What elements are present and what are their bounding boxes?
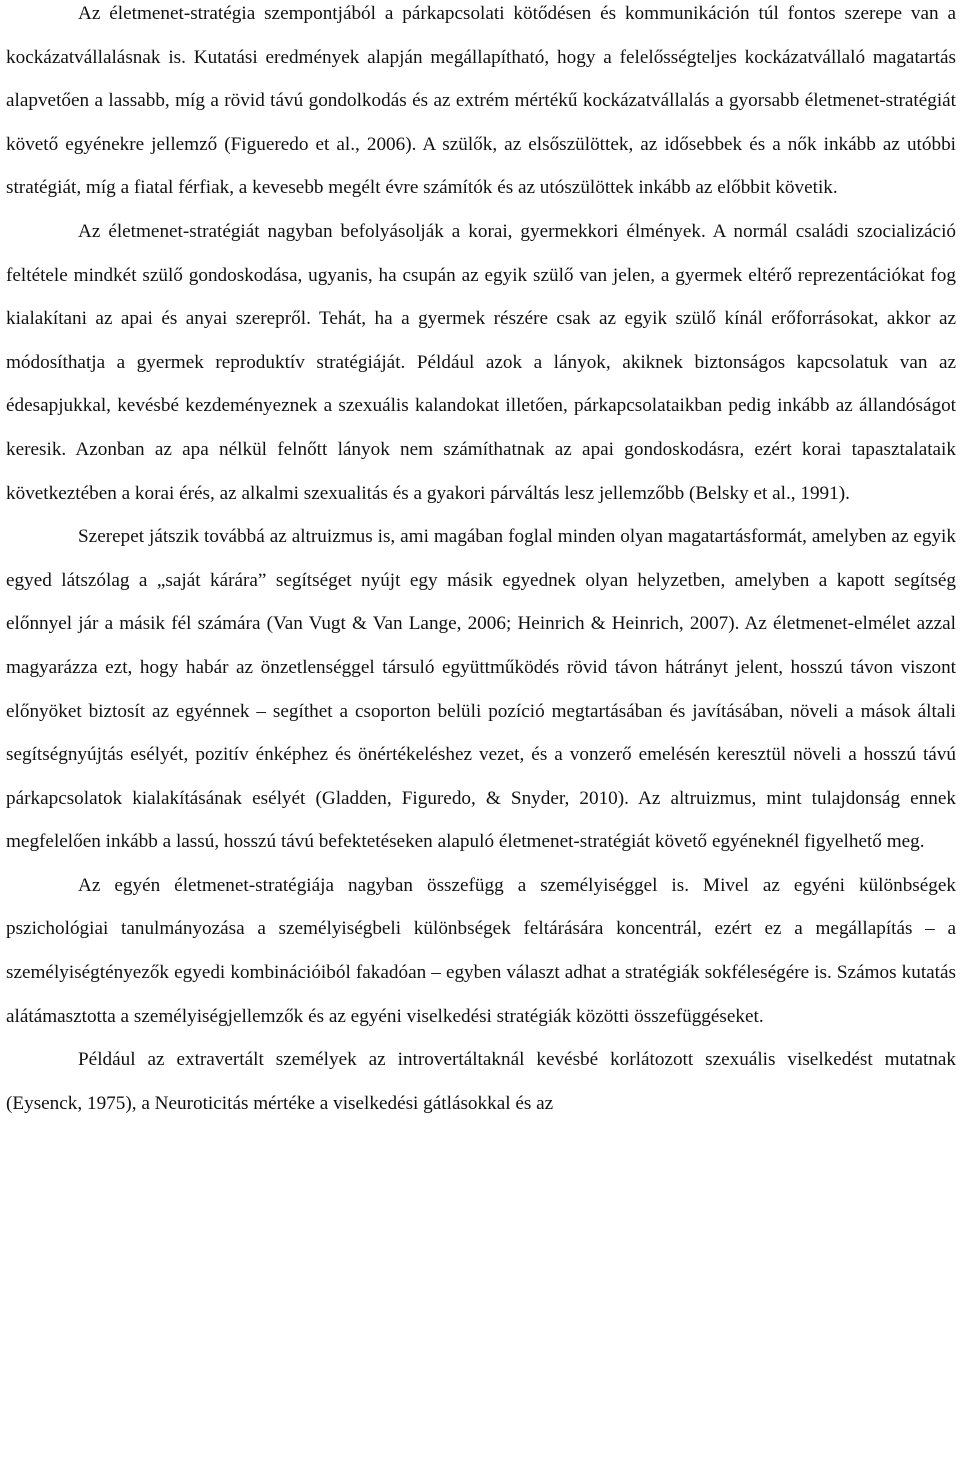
paragraph-personality: Az egyén életmenet-stratégiája nagyban összefügg a személyiséggel is. Mivel az egyéni különbségek pszichológiai tanulmányozása a személyiségbeli különbségek feltárására koncentrál, ezért ez a megállapítás – a személyiségtényezők egyedi kombinációiból fakadóan – egyben választ adhat a stratégiák sokféleségére is. Számos kutatás alátámasztotta a személyiségjellemzők és az egyéni viselkedési stratégiák közötti összefüggéseket. — [6, 874, 956, 1027]
paragraph-childhood-experiences: Az életmenet-stratégiát nagyban befolyásolják a korai, gyermekkori élmények. A normál családi szocializáció feltétele mindkét szülő gondoskodása, ugyanis, ha csupán az egyik szülő van jelen, a gyermek eltérő reprezentációkat fog kialakítani az apai és anyai szerepről. Tehát, ha a gyermek részére csak az egyik szülő kínál erőforrásokat, akkor az módosíthatja a gyermek reproduktív stratégiáját. Például azok a lányok, akiknek biztonságos kapcsolatuk van az édesapjukkal, kevésbé kezdeményeznek a szexuális kalandokat illetően, párkapcsolataikban pedig inkább az állandóságot keresik. Azonban az apa nélkül felnőtt lányok nem számíthatnak az apai gondoskodásra, ezért korai tapasztalataik következtében a korai érés, az alkalmi szexualitás és a gyakori párváltás lesz jellemzőbb (Belsky et al., 1991). — [6, 220, 956, 504]
paragraph-risk-taking: Az életmenet-stratégia szempontjából a párkapcsolati kötődésen és kommunikáción túl fontos szerepe van a kockázatvállalásnak is. Kutatási eredmények alapján megállapítható, hogy a felelősségteljes kockázatvállaló magatartás alapvetően a lassabb, míg a rövid távú gondolkodás és az extrém mértékű kockázatvállalás a gyorsabb életmenet-stratégiát követő egyénekre jellemző (Figueredo et al., 2006). A szülők, az elsőszülöttek, az idősebbek és a nők inkább az utóbbi stratégiát, míg a fiatal férfiak, a kevesebb megélt évre számítók és az utószülöttek inkább az előbbit követik. — [6, 3, 956, 199]
paragraph-altruism: Szerepet játszik továbbá az altruizmus is, ami magában foglal minden olyan magatartásformát, amelyben az egyik egyed látszólag a „saját kárára” segítséget nyújt egy másik egyednek olyan helyzetben, amelyben a kapott segítség előnnyel jár a másik fél számára (Van Vugt & Van Lange, 2006; Heinrich & Heinrich, 2007). Az életmenet-elmélet azzal magyarázza ezt, hogy habár az önzetlenséggel társuló együttműködés rövid távon hátrányt jelent, hosszú távon viszont előnyöket biztosít az egyénnek – segíthet a csoporton belüli pozíció megtartásában és javításában, növeli a mások általi segítségnyújtás esélyét, pozitív énképhez és önértékeléshez vezet, és a vonzerő emelésén keresztül növeli a hosszú távú párkapcsolatok kialakításának esélyét (Gladden, Figuredo, & Snyder, 2010). Az altruizmus, mint tulajdonság ennek megfelelően inkább a lassú, hosszú távú befektetéseken alapuló életmenet-stratégiát követő egyéneknél figyelhető meg. — [6, 526, 956, 853]
document-page — [6, 0, 956, 1125]
paragraph-extraversion: Például az extravertált személyek az introvertáltaknál kevésbé korlátozott szexuális viselkedést mutatnak (Eysenck, 1975), a Neuroticitás mértéke a viselkedési gátlásokkal és az — [6, 1049, 956, 1114]
